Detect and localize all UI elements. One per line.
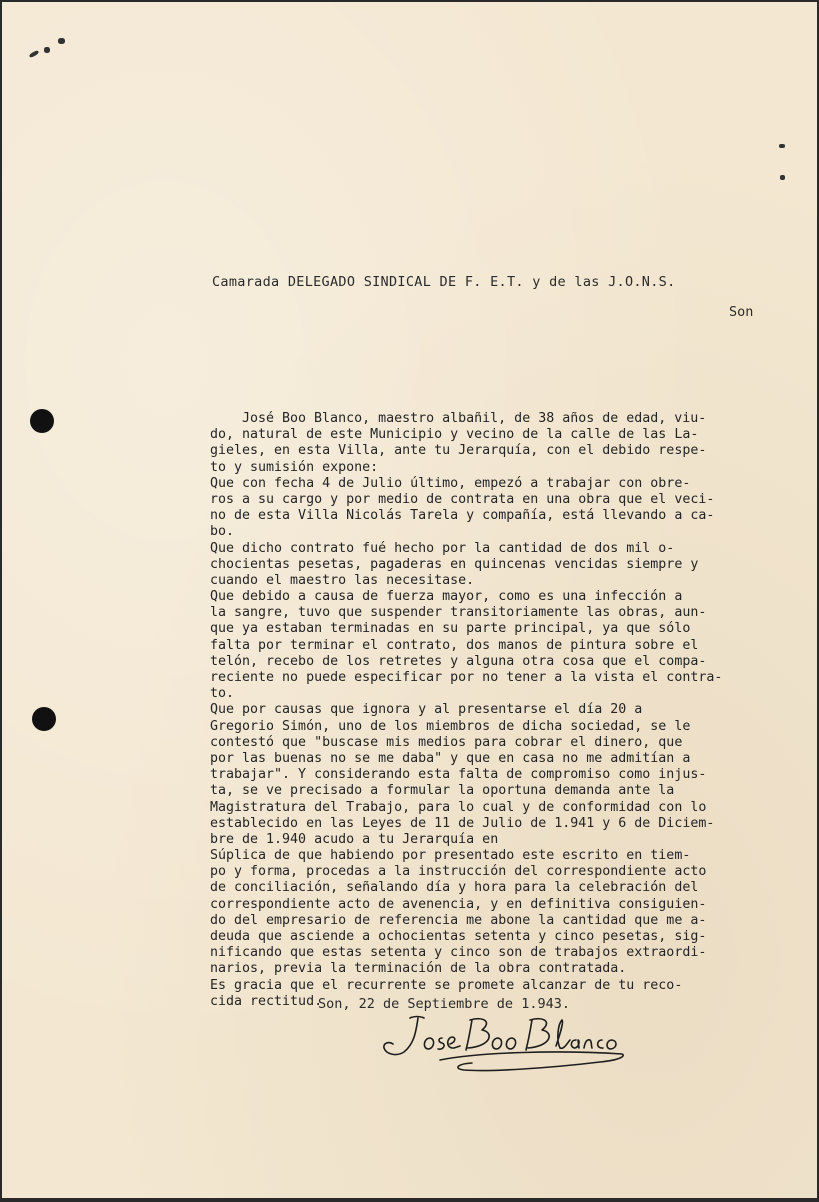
body-line: do del empresario de referencia me abone la cantidad que me a- bbox=[210, 912, 707, 928]
date-line: Son, 22 de Septiembre de 1.943. bbox=[318, 996, 570, 1012]
ink-smudge bbox=[29, 50, 40, 58]
body-line: to y sumisión expone: bbox=[210, 459, 379, 475]
body-line: no de esta Villa Nicolás Tarela y compañía, está llevando a ca- bbox=[210, 508, 715, 524]
body-line: gieles, en esta Villa, ante tu Jerarquía, con el debido respe- bbox=[210, 443, 707, 459]
body-line: bre de 1.940 acudo a tu Jerarquía en bbox=[210, 831, 499, 847]
body-line: contestó que "buscase mis medios para cobrar el dinero, que bbox=[210, 734, 683, 750]
letter-body bbox=[210, 411, 817, 1010]
body-line: chocientas pesetas, pagaderas en quincenas vencidas siempre y bbox=[210, 556, 699, 572]
body-line: que ya estaban terminadas en su parte principal, ya que sólo bbox=[210, 621, 691, 637]
body-line: establecido en las Leyes de 11 de Julio de 1.941 y 6 de Diciem- bbox=[210, 815, 715, 831]
body-line: Que con fecha 4 de Julio último, empezó a trabajar con obre- bbox=[210, 475, 691, 491]
place-heading: Son bbox=[729, 304, 754, 320]
body-line: cuando el maestro las necesitase. bbox=[210, 572, 475, 588]
body-line: de conciliación, señalando día y hora para la celebración del bbox=[210, 880, 699, 896]
body-line: po y forma, procedas a la instrucción del correspondiente acto bbox=[210, 864, 707, 880]
body-line: Es gracia que el recurrente se promete alcanzar de tu reco- bbox=[210, 977, 683, 993]
body-line: falta por terminar el contrato, dos manos de pintura sobre el bbox=[210, 637, 699, 653]
body-line: ta, se ve precisado a formular la oportuna demanda ante la bbox=[210, 783, 675, 799]
body-line: José Boo Blanco, maestro albañil, de 38 años de edad, viu- bbox=[242, 411, 707, 426]
punch-hole bbox=[30, 409, 54, 433]
handwritten-signature bbox=[380, 1010, 630, 1078]
body-line: cida rectitud. bbox=[210, 993, 323, 1009]
body-line: Súplica de que habiendo por presentado este escrito en tiem- bbox=[210, 848, 691, 864]
body-line: ros a su cargo y por medio de contrata en una obra que el veci- bbox=[210, 491, 715, 507]
punch-hole bbox=[32, 707, 56, 731]
body-line: correspondiente acto de avenencia, y en definitiva consiguien- bbox=[210, 896, 707, 912]
body-line: to. bbox=[210, 686, 235, 702]
document-page bbox=[2, 2, 817, 1198]
addressee-line: Camarada DELEGADO SINDICAL DE F. E.T. y de las J.O.N.S. bbox=[212, 274, 676, 290]
ink-smudge bbox=[779, 144, 785, 148]
body-line: trabajar". Y considerando esta falta de compromiso como injus- bbox=[210, 767, 707, 783]
ink-smudge bbox=[58, 38, 65, 44]
body-line: narios, previa la terminación de la obra contratada. bbox=[210, 961, 627, 977]
body-line: Que debido a causa de fuerza mayor, como es una infección a bbox=[210, 589, 683, 605]
body-line: Magistratura del Trabajo, para lo cual y de conformidad con lo bbox=[210, 799, 707, 815]
body-line: telón, recebo de los retretes y alguna otra cosa que el compa- bbox=[210, 653, 707, 669]
body-line: do, natural de este Municipio y vecino de la calle de las La- bbox=[210, 427, 699, 443]
body-line: nificando que estas setenta y cinco son de trabajos extraordi- bbox=[210, 945, 707, 961]
body-line: bo. bbox=[210, 524, 235, 540]
body-line: Que por causas que ignora y al presentarse el día 20 a bbox=[210, 702, 643, 718]
body-line: por las buenas no se me daba" y que en casa no me admitían a bbox=[210, 750, 691, 766]
ink-smudge bbox=[780, 175, 785, 180]
ink-smudge bbox=[44, 47, 50, 53]
body-line: reciente no puede especificar por no tener a la vista el contra- bbox=[210, 670, 723, 685]
body-line: deuda que asciende a ochocientas setenta y cinco pesetas, sig- bbox=[210, 929, 707, 944]
body-line: Gregorio Simón, uno de los miembros de dicha sociedad, se le bbox=[210, 718, 691, 734]
body-line: la sangre, tuvo que suspender transitoriamente las obras, aun- bbox=[210, 605, 707, 621]
body-line: Que dicho contrato fué hecho por la cantidad de dos mil o- bbox=[210, 540, 675, 556]
